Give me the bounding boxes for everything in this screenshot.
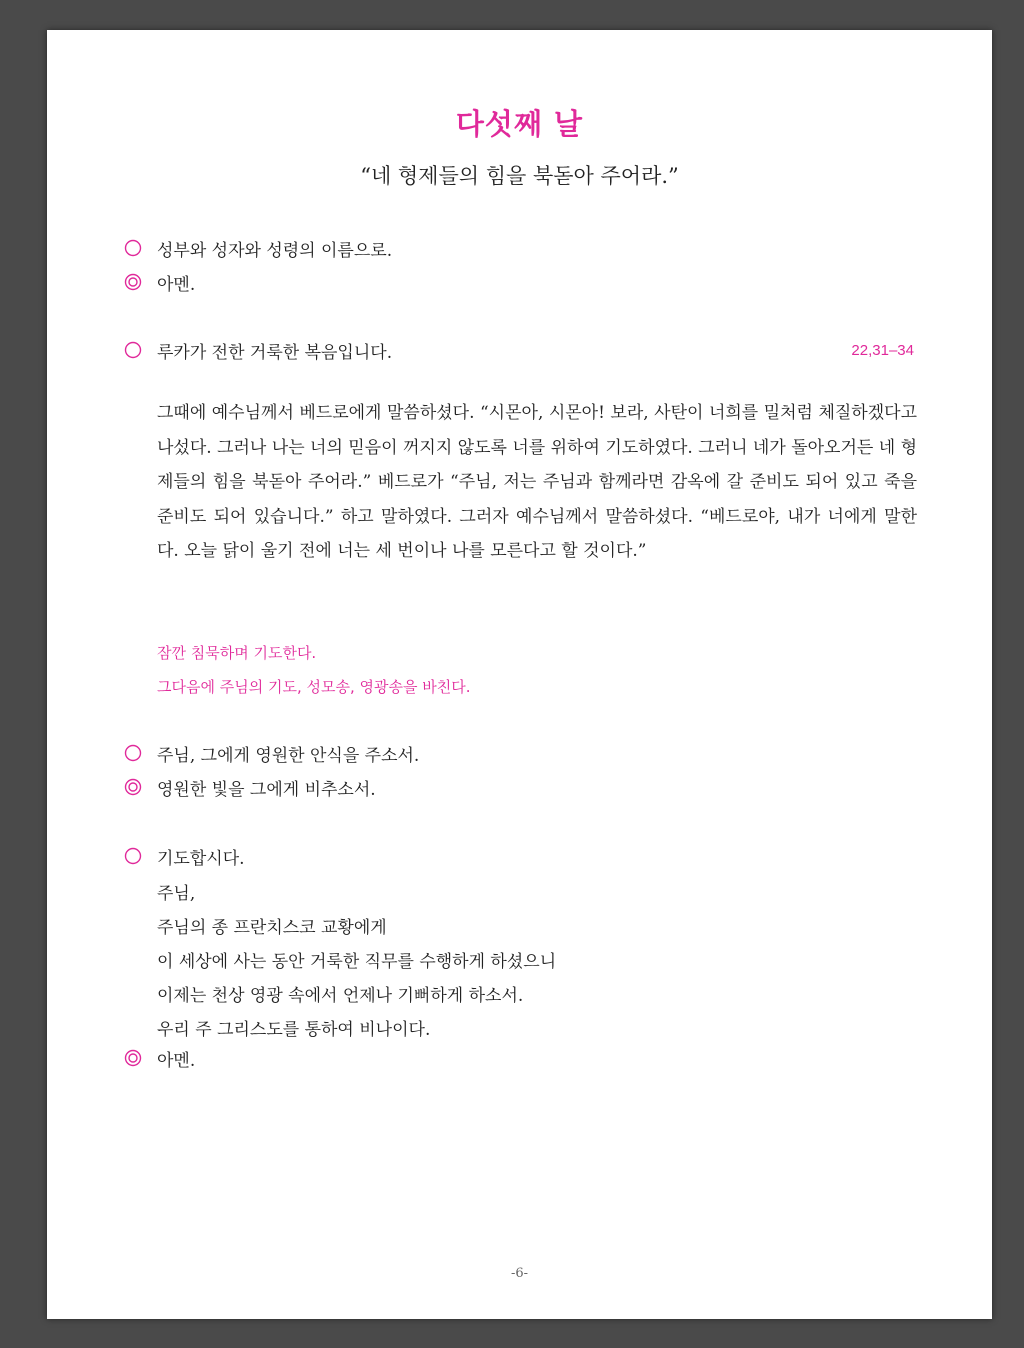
prayer-line: 주님,	[157, 884, 196, 904]
double-circle-icon	[123, 1048, 143, 1068]
prayer-intro-line	[123, 840, 245, 872]
prayer-line: 이 세상에 사는 동안 거룩한 직무를 수행하게 하셨으니	[157, 952, 557, 972]
rest-leader-line	[123, 737, 419, 769]
rest-leader-text: 주님, 그에게 영원한 안식을 주소서.	[157, 745, 420, 766]
circle-icon	[123, 846, 143, 866]
gospel-text: 그때에 예수님께서 베드로에게 말씀하셨다. “시몬아, 시몬아! 보라, 사탄이 너희를 밀처럼 체질하겠다고 나섰다. 그러나 나는 너의 믿음이 꺼지지 않도록 너를 위하여 기도하였다. 그러니 네가 돌아오거든 네 형제들의 힘을 북돋아 주어라.” 베드로가 “주님, 저는 주님과 함께라면 감옥에 갈 준비도 되어 있고 죽을 준비도 되어 있습니다.” 하고 말하였다. 그러자 예수님께서 말씀하셨다. “베드로야, 내가 너에게 말한다. 오늘 닭이 울기 전에 너는 세 번이나 나를 모른다고 할 것이다.”	[157, 403, 917, 561]
rest-response-line	[123, 771, 376, 803]
prayer-line: 주님의 종 프란치스코 교황에게	[157, 918, 387, 938]
rest-response-text: 영원한 빛을 그에게 비추소서.	[157, 779, 376, 800]
double-circle-icon	[123, 777, 143, 797]
prayer-response-text: 아멘.	[157, 1050, 196, 1071]
double-circle-icon	[123, 272, 143, 292]
rubric-silence: 잠깐 침묵하며 기도한다.	[157, 644, 317, 662]
opening-response-text: 아멘.	[157, 274, 196, 295]
document-page	[47, 30, 992, 1319]
gospel-announce-text: 루카가 전한 거룩한 복음입니다.	[157, 342, 393, 363]
opening-leader-text: 성부와 성자와 성령의 이름으로.	[157, 240, 393, 261]
opening-leader-line	[123, 232, 392, 264]
prayer-intro-text: 기도합시다.	[157, 848, 245, 869]
circle-icon	[123, 743, 143, 763]
prayer-line: 우리 주 그리스도를 통하여 비나이다.	[157, 1020, 431, 1040]
page-subtitle: “네 형제들의 힘을 북돋아 주어라.”	[360, 164, 679, 188]
circle-icon	[123, 340, 143, 360]
opening-response-line	[123, 266, 195, 298]
page-title: 다섯째 날	[455, 107, 584, 141]
rubric-prayers: 그다음에 주님의 기도, 성모송, 영광송을 바친다.	[157, 678, 471, 696]
prayer-response-line	[123, 1042, 195, 1074]
circle-icon	[123, 238, 143, 258]
prayer-line: 이제는 천상 영광 속에서 언제나 기뻐하게 하소서.	[157, 986, 524, 1006]
gospel-announce-line	[123, 334, 392, 366]
gospel-reference: 22,31–34	[851, 342, 914, 359]
page-number: -6-	[510, 1266, 529, 1281]
